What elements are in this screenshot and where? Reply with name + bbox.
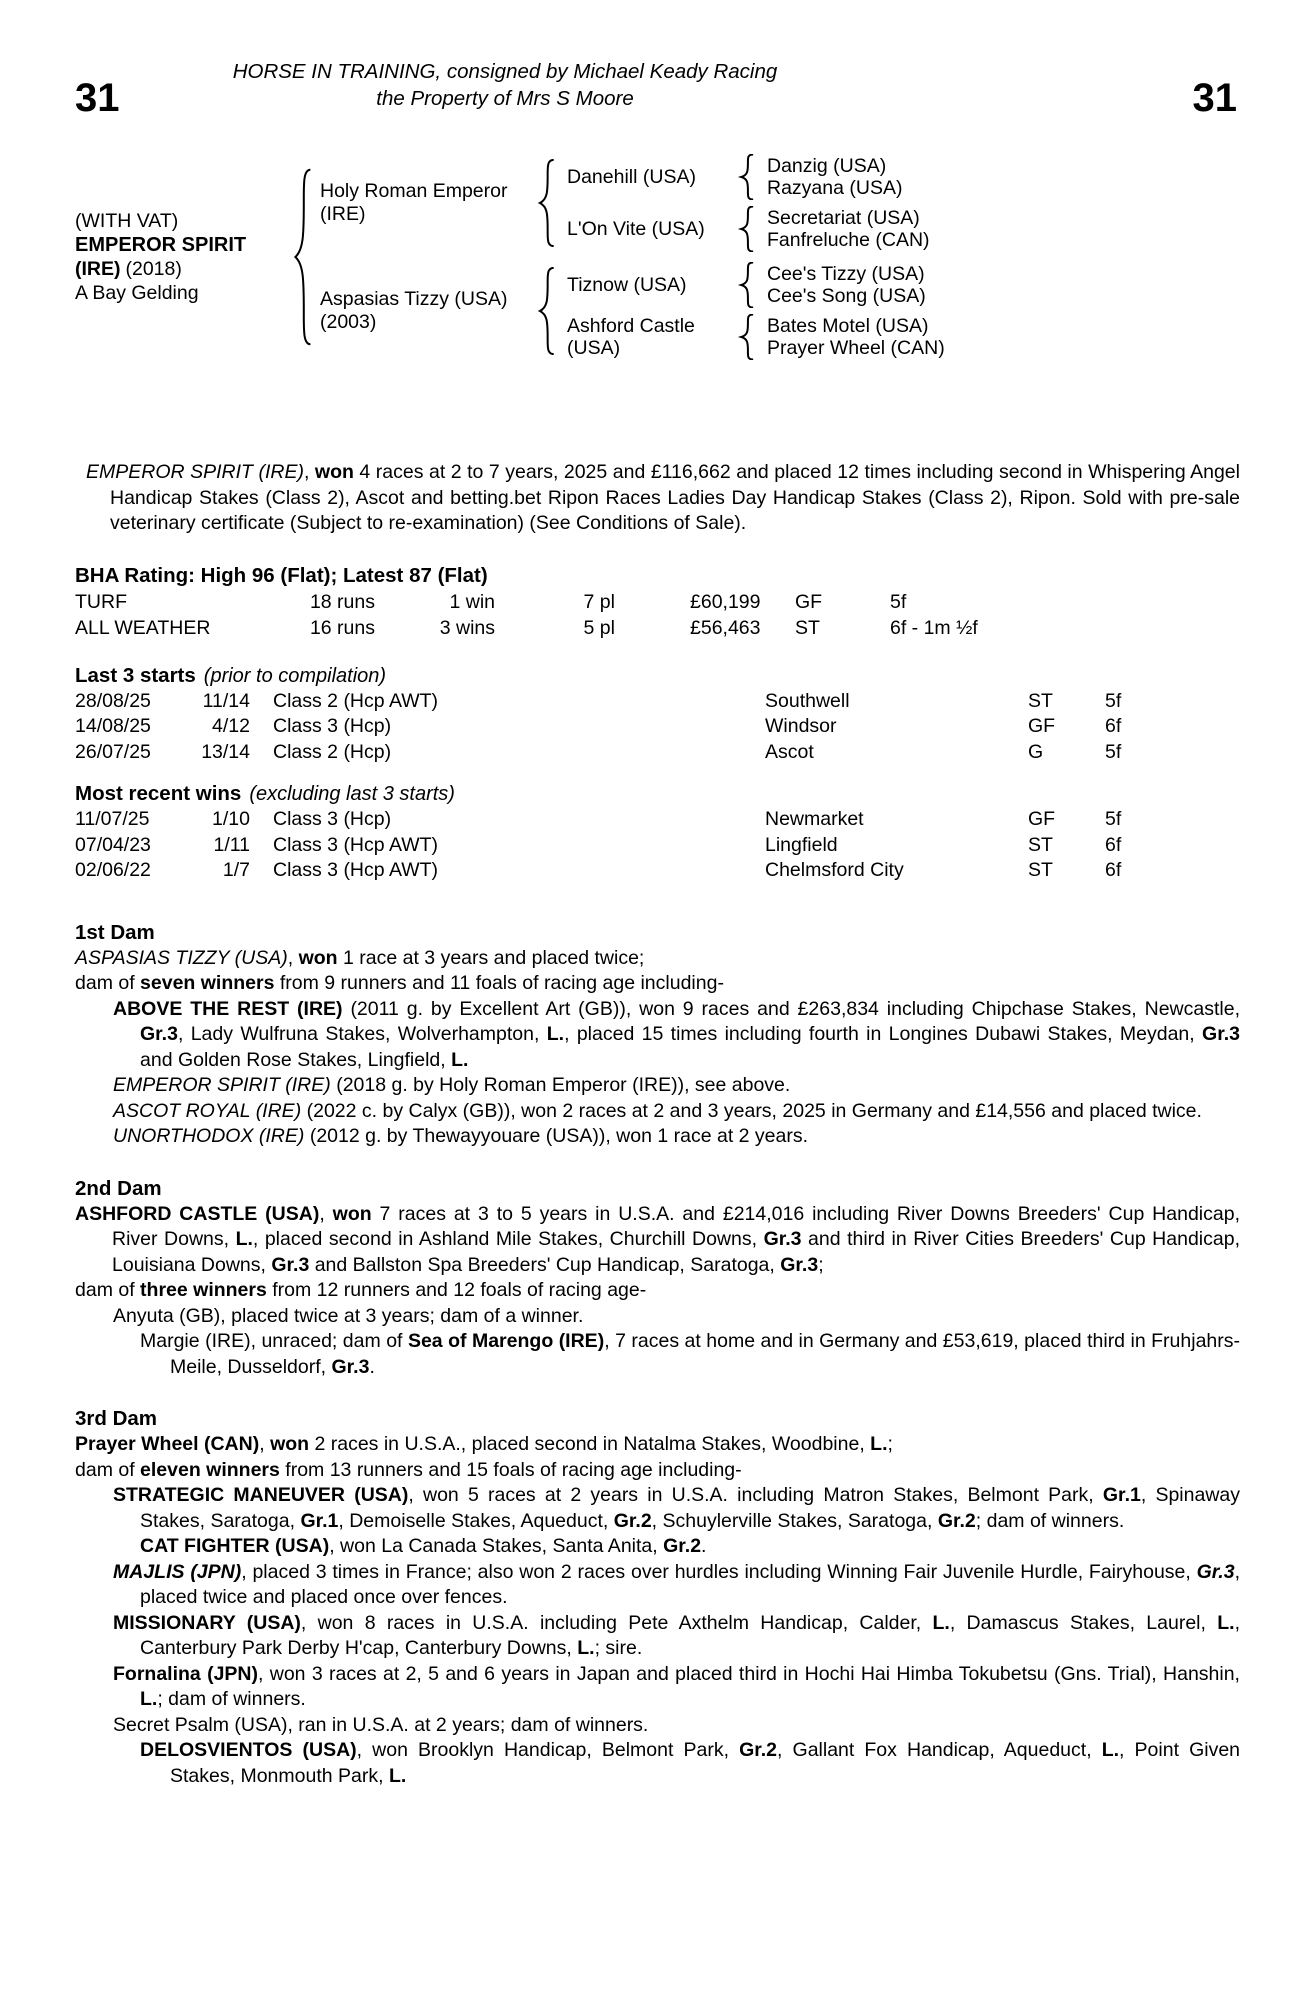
most-recent-wins-heading	[75, 781, 1240, 807]
dam-name: Aspasias Tizzy (USA) (2003)	[320, 288, 508, 333]
distance-value: 6f	[1105, 833, 1122, 856]
lot-number-left: 31	[75, 76, 120, 120]
brace-icon	[535, 267, 567, 355]
progeny-entry: Fornalina (JPN), won 3 races at 2, 5 and 6 years in Japan and placed third in Hochi Hai Himba Tokubetsu (Gns. Trial), Hanshin, L.; dam of winners.	[113, 1662, 1240, 1710]
damsire-name: Tiznow (USA)	[567, 274, 687, 296]
progeny-entry: Anyuta (GB), placed twice at 3 years; dam of a winner.	[113, 1304, 584, 1327]
progeny-entry: ABOVE THE REST (IRE) (2011 g. by Excellent Art (GB)), won 9 races and £263,834 including Chipchase Stakes, Newcastle, Gr.3, Lady Wulfruna Stakes, Wolverhampton, L., placed 15 times including fourth in Longines Dubawi Stakes, Meydan, Gr.3 and Golden Rose Stakes, Lingfield, L.	[113, 997, 1240, 1071]
progeny-entry: Secret Psalm (USA), ran in U.S.A. at 2 years; dam of winners.	[113, 1713, 649, 1736]
going-value: ST	[1028, 833, 1053, 856]
great-grandparents	[767, 155, 902, 199]
progeny-entry: UNORTHODOX (IRE) (2012 g. by Thewayyouare (USA)), won 1 race at 2 years.	[113, 1125, 809, 1147]
section-subtitle: (excluding last 3 starts)	[249, 783, 455, 805]
dam-family	[320, 262, 945, 360]
ancestor-name: Cee's Song (USA)	[767, 285, 926, 307]
bha-rating-heading: BHA Rating: High 96 (Flat); Latest 87 (Flat)	[75, 563, 488, 587]
race-record-paragraph: EMPEROR SPIRIT (IRE), won 4 races at 2 to 7 years, 2025 and £116,662 and placed 12 times including second in Whispering Angel Handicap Stakes (Class 2), Ascot and betting.bet Ripon Races Ladies Day Handicap Stakes (Class 2), Ripon. Sold with pre-sale veterinary certificate (Subject to re-examination) (See Conditions of Sale).	[86, 461, 1240, 534]
race-class: Class 3 (Hcp AWT)	[273, 833, 439, 856]
progeny-entry: ASCOT ROYAL (IRE) (2022 c. by Calyx (GB)), won 2 races at 2 and 3 years, 2025 in Germany and £14,556 and placed twice.	[113, 1099, 1202, 1122]
brace-icon	[737, 262, 767, 308]
going-value: G	[1028, 740, 1044, 763]
last-3-starts-table	[75, 689, 1240, 766]
wins-value: 1 win	[449, 590, 495, 613]
going-value: GF	[1028, 808, 1056, 830]
going-value: GF	[1028, 715, 1056, 737]
distance-value: 5f	[1105, 808, 1122, 830]
dam-record-line: Prayer Wheel (CAN), won 2 races in U.S.A., placed second in Natalma Stakes, Woodbine, L.;	[75, 1433, 893, 1455]
sire-grandparents	[567, 154, 930, 252]
last-3-starts-section	[75, 663, 1240, 766]
progeny-entry: CAT FIGHTER (USA), won La Canada Stakes, Santa Anita, Gr.2.	[140, 1535, 707, 1557]
page-header	[75, 58, 935, 112]
horse-description: A Bay Gelding	[75, 282, 199, 304]
race-class: Class 3 (Hcp)	[273, 715, 392, 737]
section-title: Most recent wins	[75, 782, 242, 805]
distance-value: 5f	[890, 590, 907, 613]
ancestor-name: Danzig (USA)	[767, 155, 887, 177]
progeny-entry: MISSIONARY (USA), won 8 races in U.S.A. including Pete Axthelm Handicap, Calder, L., Damascus Stakes, Laurel, L., Canterbury Park Derby H'cap, Canterbury Downs, L.; sire.	[113, 1611, 1240, 1659]
going-value: ST	[1028, 689, 1053, 712]
going-value: GF	[795, 590, 823, 613]
dam-produce-summary: dam of eleven winners from 13 runners and 15 foals of racing age including-	[75, 1458, 742, 1481]
horse-name: EMPEROR SPIRIT	[75, 234, 247, 256]
surface-label: ALL WEATHER	[75, 616, 211, 639]
horse-year: (2018)	[125, 258, 182, 280]
progeny-entry: Margie (IRE), unraced; dam of Sea of Marengo (IRE), 7 races at home and in Germany and £53,619, placed third in Fruhjahrs-Meile, Dusseldorf, Gr.3.	[140, 1330, 1240, 1378]
progeny-entry: EMPEROR SPIRIT (IRE) (2018 g. by Holy Roman Emperor (IRE)), see above.	[113, 1074, 791, 1096]
second-dam-section	[75, 1176, 1240, 1381]
last-3-starts-heading	[75, 663, 1240, 689]
race-class: Class 2 (Hcp AWT)	[273, 689, 439, 712]
section-title: Last 3 starts	[75, 663, 196, 687]
property-line: the Property of Mrs S Moore	[376, 87, 634, 110]
pedigree-generations	[320, 154, 945, 360]
race-class: Class 2 (Hcp)	[273, 740, 392, 763]
pedigree-unit	[567, 262, 945, 308]
great-grandparents	[767, 263, 926, 307]
places-value: 7 pl	[583, 590, 615, 613]
distance-value: 6f - 1m ½f	[890, 616, 978, 639]
bha-rating-section	[75, 563, 1240, 641]
pedigree-subject	[75, 209, 290, 305]
lot-number-right: 31	[1192, 76, 1237, 120]
race-date: 07/04/23	[75, 833, 151, 856]
race-date: 02/06/22	[75, 859, 151, 881]
course-name: Ascot	[765, 740, 814, 763]
first-dam-section	[75, 920, 1240, 1150]
progeny-entry: STRATEGIC MANEUVER (USA), won 5 races at 2 years in U.S.A. including Matron Stakes, Belmont Park, Gr.1, Spinaway Stakes, Saratoga, Gr.1, Demoiselle Stakes, Aqueduct, Gr.2, Schuylerville Stakes, Saratoga, Gr.2; dam of winners.	[113, 1484, 1241, 1532]
finish-position: 13/14	[201, 740, 250, 763]
ancestor-name: Prayer Wheel (CAN)	[767, 337, 945, 359]
dam-grandparents	[567, 262, 945, 360]
brace-icon	[737, 154, 767, 200]
race-class: Class 3 (Hcp)	[273, 808, 392, 830]
finish-position: 1/7	[222, 859, 250, 881]
ancestor-name: Bates Motel (USA)	[767, 315, 929, 337]
course-name: Chelmsford City	[765, 859, 904, 881]
section-subtitle: (prior to compilation)	[203, 664, 387, 687]
wins-value: 3 wins	[439, 616, 495, 639]
brace-icon	[535, 159, 567, 247]
course-name: Windsor	[765, 715, 837, 737]
finish-position: 1/11	[213, 833, 250, 856]
great-grandparents	[767, 207, 930, 251]
going-value: ST	[1028, 859, 1053, 881]
course-name: Southwell	[765, 689, 850, 712]
race-class: Class 3 (Hcp AWT)	[273, 859, 439, 881]
distance-value: 6f	[1105, 715, 1122, 737]
granddam-name: L'On Vite (USA)	[567, 218, 705, 240]
race-date: 11/07/25	[75, 808, 150, 830]
grandsire-name: Danehill (USA)	[567, 166, 696, 188]
bha-rating-table	[75, 589, 1240, 641]
consignor-line: HORSE IN TRAINING, consigned by Michael Keady Racing	[232, 60, 778, 83]
distance-value: 6f	[1105, 859, 1122, 881]
pedigree-unit	[567, 154, 930, 200]
dam-record-line: ASPASIAS TIZZY (USA), won 1 race at 3 years and placed twice;	[75, 946, 645, 969]
course-name: Lingfield	[765, 833, 838, 856]
horse-suffix: (IRE)	[75, 258, 121, 280]
earnings-value: £60,199	[690, 590, 761, 613]
second-dam-heading: 2nd Dam	[75, 1176, 162, 1200]
runs-value: 16 runs	[309, 616, 375, 639]
finish-position: 11/14	[202, 689, 250, 712]
progeny-entry: DELOSVIENTOS (USA), won Brooklyn Handicap, Belmont Park, Gr.2, Gallant Fox Handicap, Aqueduct, L., Point Given Stakes, Monmouth Park, L.	[140, 1739, 1241, 1787]
second-dam-name: Ashford Castle (USA)	[567, 315, 695, 359]
places-value: 5 pl	[583, 616, 615, 639]
course-name: Newmarket	[765, 808, 864, 830]
surface-label: TURF	[75, 590, 127, 613]
distance-value: 5f	[1105, 740, 1122, 763]
sire-name: Holy Roman Emperor (IRE)	[320, 180, 508, 225]
ancestor-name: Cee's Tizzy (USA)	[767, 263, 925, 285]
race-date: 26/07/25	[75, 740, 151, 763]
finish-position: 4/12	[212, 715, 250, 737]
runs-value: 18 runs	[309, 590, 375, 613]
great-grandparents	[767, 315, 945, 359]
progeny-entry: MAJLIS (JPN), placed 3 times in France; also won 2 races over hurdles including Winning Fair Juvenile Hurdle, Fairyhouse, Gr.3, placed twice and placed once over fences.	[113, 1560, 1240, 1608]
horse-suffix-year	[75, 257, 290, 281]
brace-icon	[737, 206, 767, 252]
ancestor-name: Razyana (USA)	[767, 177, 903, 199]
dam-produce-summary: dam of seven winners from 9 runners and 11 foals of racing age including-	[75, 972, 724, 994]
sire-family	[320, 154, 945, 252]
going-value: ST	[795, 616, 820, 639]
third-dam-heading: 3rd Dam	[75, 1407, 158, 1430]
race-date: 14/08/25	[75, 715, 151, 737]
dam-record-line: ASHFORD CASTLE (USA), won 7 races at 3 to 5 years in U.S.A. and £214,016 including River Downs Breeders' Cup Handicap, River Downs, L., placed second in Ashland Mile Stakes, Churchill Downs, Gr.3 and third in River Cities Breeders' Cup Handicap, Louisiana Downs, Gr.3 and Ballston Spa Breeders' Cup Handicap, Saratoga, Gr.3;	[75, 1202, 1240, 1276]
pedigree-unit	[567, 314, 945, 360]
distance-value: 5f	[1105, 689, 1122, 712]
brace-icon	[290, 168, 320, 346]
first-dam-heading: 1st Dam	[75, 920, 155, 944]
most-recent-wins-section	[75, 781, 1240, 884]
ancestor-name: Secretariat (USA)	[767, 207, 920, 229]
finish-position: 1/10	[212, 808, 250, 830]
brace-icon	[737, 314, 767, 360]
third-dam-section	[75, 1406, 1240, 1789]
pedigree-table	[75, 154, 1240, 360]
race-date: 28/08/25	[75, 689, 151, 712]
ancestor-name: Fanfreluche (CAN)	[767, 229, 930, 251]
pedigree-unit	[567, 206, 930, 252]
vat-note: (WITH VAT)	[75, 210, 179, 232]
dam-produce-summary: dam of three winners from 12 runners and 12 foals of racing age-	[75, 1279, 647, 1301]
most-recent-wins-table	[75, 807, 1240, 884]
earnings-value: £56,463	[690, 616, 761, 639]
